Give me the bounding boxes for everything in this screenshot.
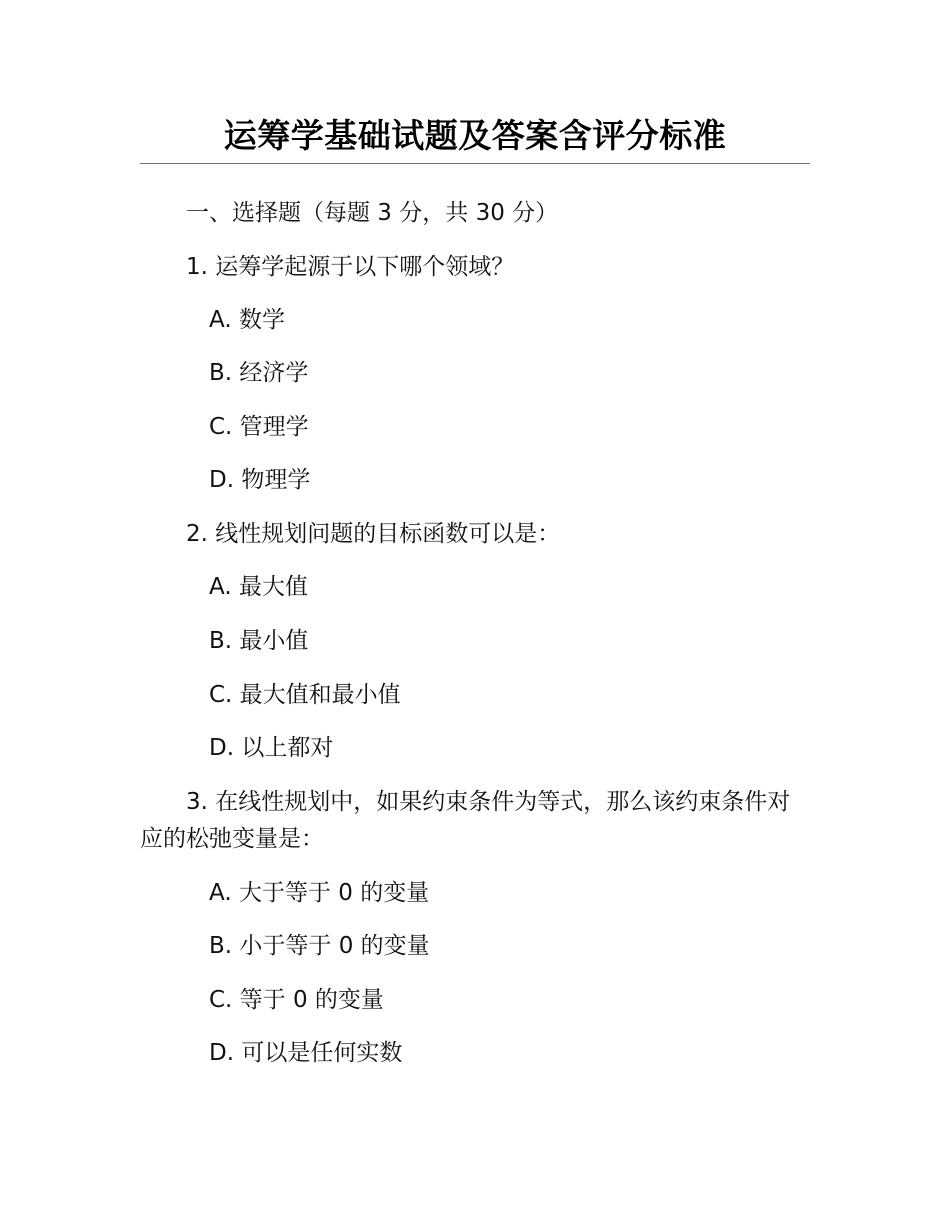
question-3-text: 3. 在线性规划中，如果约束条件为等式，那么该约束条件对应的松弛变量是： [140, 789, 791, 852]
question-3-option-d: D. 可以是任何实数 [209, 1040, 403, 1066]
question-2-text: 2. 线性规划问题的目标函数可以是： [186, 521, 561, 547]
question-3-option-a: A. 大于等于 0 的变量 [209, 880, 430, 906]
question-1-option-d: D. 物理学 [209, 467, 311, 493]
section-heading: 一、选择题（每题 3 分，共 30 分） [186, 200, 559, 226]
question-3-option-c: C. 等于 0 的变量 [209, 987, 384, 1013]
question-2-option-a: A. 最大值 [209, 574, 308, 600]
question-1-option-a: A. 数学 [209, 307, 285, 333]
document-title: 运筹学基础试题及答案含评分标准 [223, 116, 727, 155]
question-3-option-b: B. 小于等于 0 的变量 [209, 933, 430, 959]
question-2-option-b: B. 最小值 [209, 628, 309, 654]
question-1-text: 1. 运筹学起源于以下哪个领域？ [186, 254, 515, 280]
title-underline [140, 163, 810, 164]
question-2-option-d: D. 以上都对 [209, 735, 334, 761]
question-2-option-c: C. 最大值和最小值 [209, 682, 401, 708]
question-1-option-b: B. 经济学 [209, 360, 309, 386]
question-1-option-c: C. 管理学 [209, 414, 309, 440]
